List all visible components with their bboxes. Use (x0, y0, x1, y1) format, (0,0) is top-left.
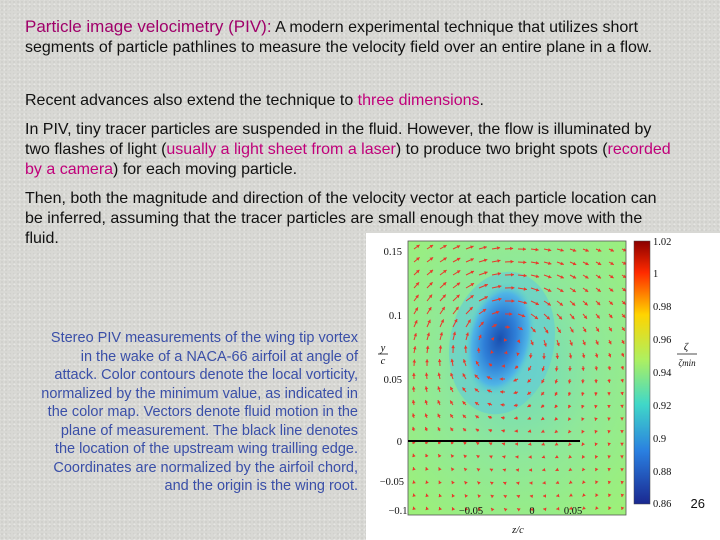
advances-text: Recent advances also extend the technique to (25, 92, 358, 109)
advances-paragraph (25, 91, 675, 111)
colorbar-tick-label: 0.88 (653, 467, 672, 478)
y-tick-label: 0 (396, 437, 402, 448)
laser-highlight: usually a light sheet from a laser (166, 141, 396, 158)
colorbar-tick-label: 0.94 (653, 368, 672, 379)
x-tick-label: −0.05 (458, 506, 484, 517)
colorbar (634, 237, 697, 510)
x-axis-label: z/c (512, 525, 524, 536)
colorbar-tick-label: 0.98 (653, 302, 672, 313)
colorbar-tick-label: 0.92 (653, 401, 672, 412)
three-dimensions-highlight: three dimensions (357, 92, 480, 109)
colorbar-tick-label: 0.96 (653, 335, 672, 346)
intro-paragraph (25, 17, 675, 58)
colorbar-tick-label: 1.02 (653, 237, 672, 248)
y-axis-label-numerator: y (380, 343, 386, 354)
x-tick-label: 0 (529, 506, 535, 517)
colorbar-label-numerator: ζ (683, 342, 689, 353)
colorbar-tick-label: 0.86 (653, 499, 672, 510)
colorbar-label-denominator: ζmin (678, 358, 696, 368)
x-tick-label: −0.1 (388, 506, 408, 517)
figure-caption: Stereo PIV measurements of the wing tip vortex in the wake of a NACA-66 airfoil at angle of attack. Color contours denote the local vorticity, normalized by the minimum value, as indicated in the color map. Vectors denote fluid motion in the plane of measurement. The black line denotes the location of the upstream wing trailling edge. Coordinates are normalized by the airfoil chord, and the origin is the wing root. (41, 330, 358, 494)
y-tick-label: 0.1 (388, 311, 402, 322)
y-tick-label: 0.15 (383, 247, 402, 258)
method-text-3: ) for each moving particle. (113, 161, 298, 178)
y-tick-label: −0.05 (379, 477, 404, 488)
advances-period: . (479, 92, 484, 109)
page-number: 26 (690, 496, 705, 511)
y-axis-label-denominator: c (380, 356, 386, 367)
method-paragraph (25, 120, 675, 180)
x-tick-label: 0.05 (563, 506, 583, 517)
y-tick-label: 0.05 (383, 375, 402, 386)
colorbar-tick-label: 0.9 (653, 434, 667, 445)
colorbar-tick-label: 1 (653, 269, 659, 280)
method-text-2: ) to produce two bright spots ( (395, 141, 608, 158)
piv-title: Particle image velocimetry (PIV): (25, 17, 272, 36)
vorticity-field (408, 241, 627, 515)
camera-highlight: recorded by a camera (25, 141, 671, 178)
intro-text: A modern experimental technique that utilizes short segments of particle pathlines to measure the velocity field over an entire plane in a flow. (25, 19, 653, 56)
piv-figure (366, 233, 720, 540)
velocity-paragraph: Then, both the magnitude and direction of the velocity vector at each particle location can be inferred, assuming that the tracer particles are small enough that they move with the fluid. (25, 190, 657, 247)
method-text-1: In PIV, tiny tracer particles are suspended in the fluid. However, the flow is illuminated by two flashes of light ( (25, 121, 652, 158)
